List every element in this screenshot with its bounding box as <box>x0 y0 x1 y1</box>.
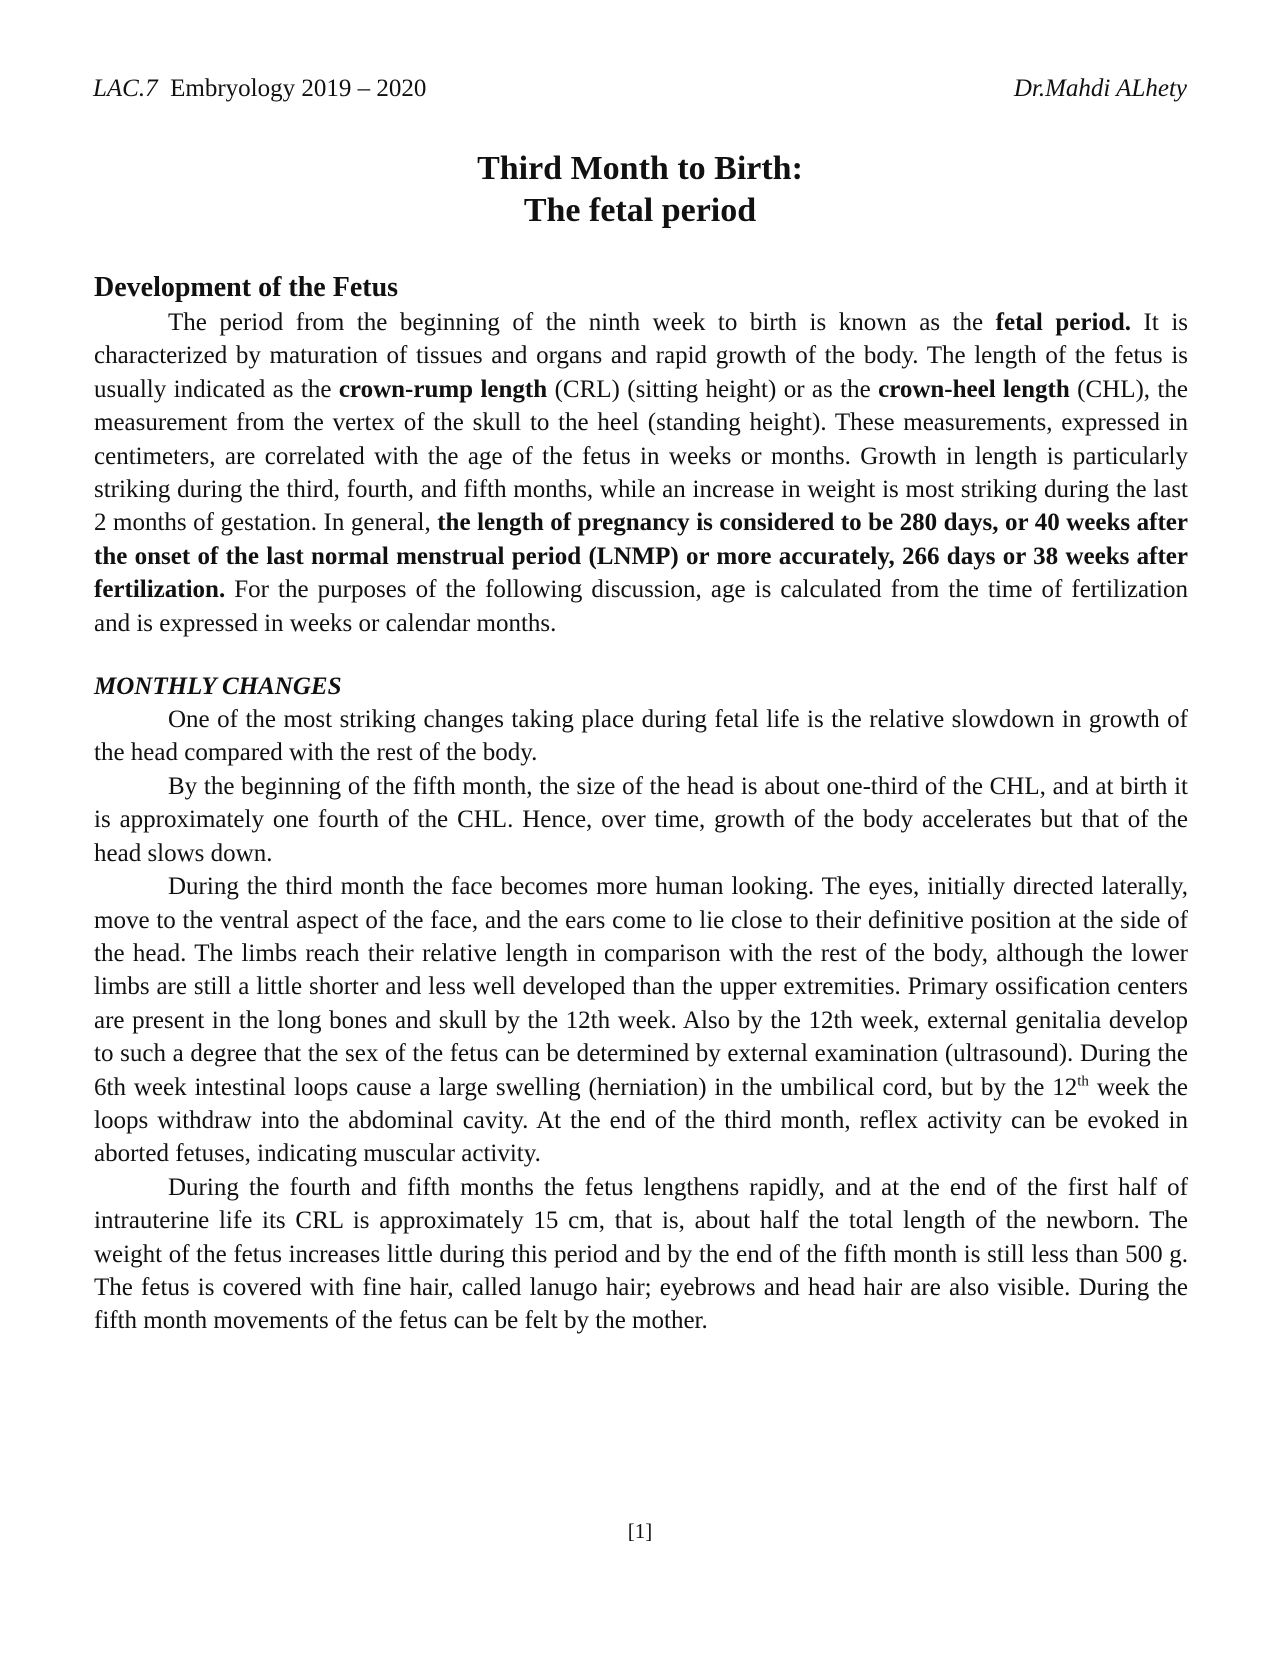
bold-term-crl: crown-rump length <box>338 375 548 403</box>
bold-term-fetal-period: fetal period. <box>995 309 1132 336</box>
subsection-heading: MONTHLY CHANGES <box>94 673 342 701</box>
development-paragraph <box>94 306 1188 640</box>
bold-term-chl: crown-heel length <box>878 375 1070 403</box>
text-run: (CHL), the measurement from the vertex of the skull to the heel (standing height). These measurements, expressed in centimeters, are correlated with the age of the fetus in weeks or months. Growth in length is particularly striking during the third, fourth, and fifth months, while an increase in weight is most striking during the last 2 months of gestation. In general, <box>94 375 1188 537</box>
text-run: For the purposes of the following discussion, age is calculated from the time of fertilization and is expressed in weeks or calendar months. <box>94 576 1188 637</box>
text-run: It is characterized by maturation of tissues and organs and rapid growth of the body. The length of the fetus is usually indicated as the <box>94 309 1188 403</box>
page-number: [1] <box>627 1519 653 1543</box>
text-run: During the third month the face becomes more human looking. The eyes, initially directed laterally, move to the ventral aspect of the face, and the ears come to lie close to their definitive position at the side of the head. The limbs reach their relative length in comparison with the rest of the body, although the lower limbs are still a little shorter and less well developed than the upper extremities. Primary ossification centers are present in the long bones and skull by the 12th week. Also by the 12th week, external genitalia develop to such a degree that the sex of the fetus can be determined by external examination (ultrasound). During the 6th week intestinal loops cause a large swelling (herniation) in the umbilical cord, but by the 12 <box>94 873 1188 1101</box>
header-left <box>93 74 426 104</box>
subject-label: Embryology 2019 – 2020 <box>170 75 427 102</box>
text-run: The period from the beginning of the ninth week to birth is known as the <box>168 309 996 336</box>
monthly-changes-paragraph-3 <box>94 870 1188 1171</box>
body-content <box>94 270 1188 1338</box>
monthly-changes-paragraph-1: One of the most striking changes taking place during fetal life is the relative slowdown in growth of the head compared with the rest of the body. <box>94 706 1188 767</box>
text-run: week the loops withdraw into the abdominal cavity. At the end of the third month, reflex activity can be evoked in aborted fetuses, indicating muscular activity. <box>94 1073 1188 1168</box>
text-run: (CRL) (sitting height) or as the <box>547 375 879 403</box>
bold-pregnancy-length: the length of pregnancy is considered to be 280 days, or 40 weeks after the onset of the last normal menstrual period (LNMP) or more accurately, 266 days or 38 weeks after fertilization. <box>94 509 1188 604</box>
superscript: th <box>1077 1073 1089 1090</box>
monthly-changes-paragraph-4: During the fourth and fifth months the fetus lengthens rapidly, and at the end of the first half of intrauterine life its CRL is approximately 15 cm, that is, about half the total length of the newborn. The weight of the fetus increases little during this period and by the end of the fifth month is still less than 500 g. The fetus is covered with fine hair, called lanugo hair; eyebrows and head hair are also visible. During the fifth month movements of the fetus can be felt by the mother. <box>94 1173 1188 1335</box>
author-name: Dr.Mahdi ALhety <box>1013 75 1187 102</box>
title-line-1: Third Month to Birth: <box>477 150 803 187</box>
course-code: LAC.7 <box>93 75 158 102</box>
monthly-changes-paragraph-2: By the beginning of the fifth month, the size of the head is about one-third of the CHL, and at birth it is approximately one fourth of the CHL. Hence, over time, growth of the body accelerates but that of the head slows down. <box>94 772 1188 867</box>
section-heading: Development of the Fetus <box>94 272 399 303</box>
page-title <box>93 148 1187 232</box>
title-line-2: The fetal period <box>523 192 757 229</box>
